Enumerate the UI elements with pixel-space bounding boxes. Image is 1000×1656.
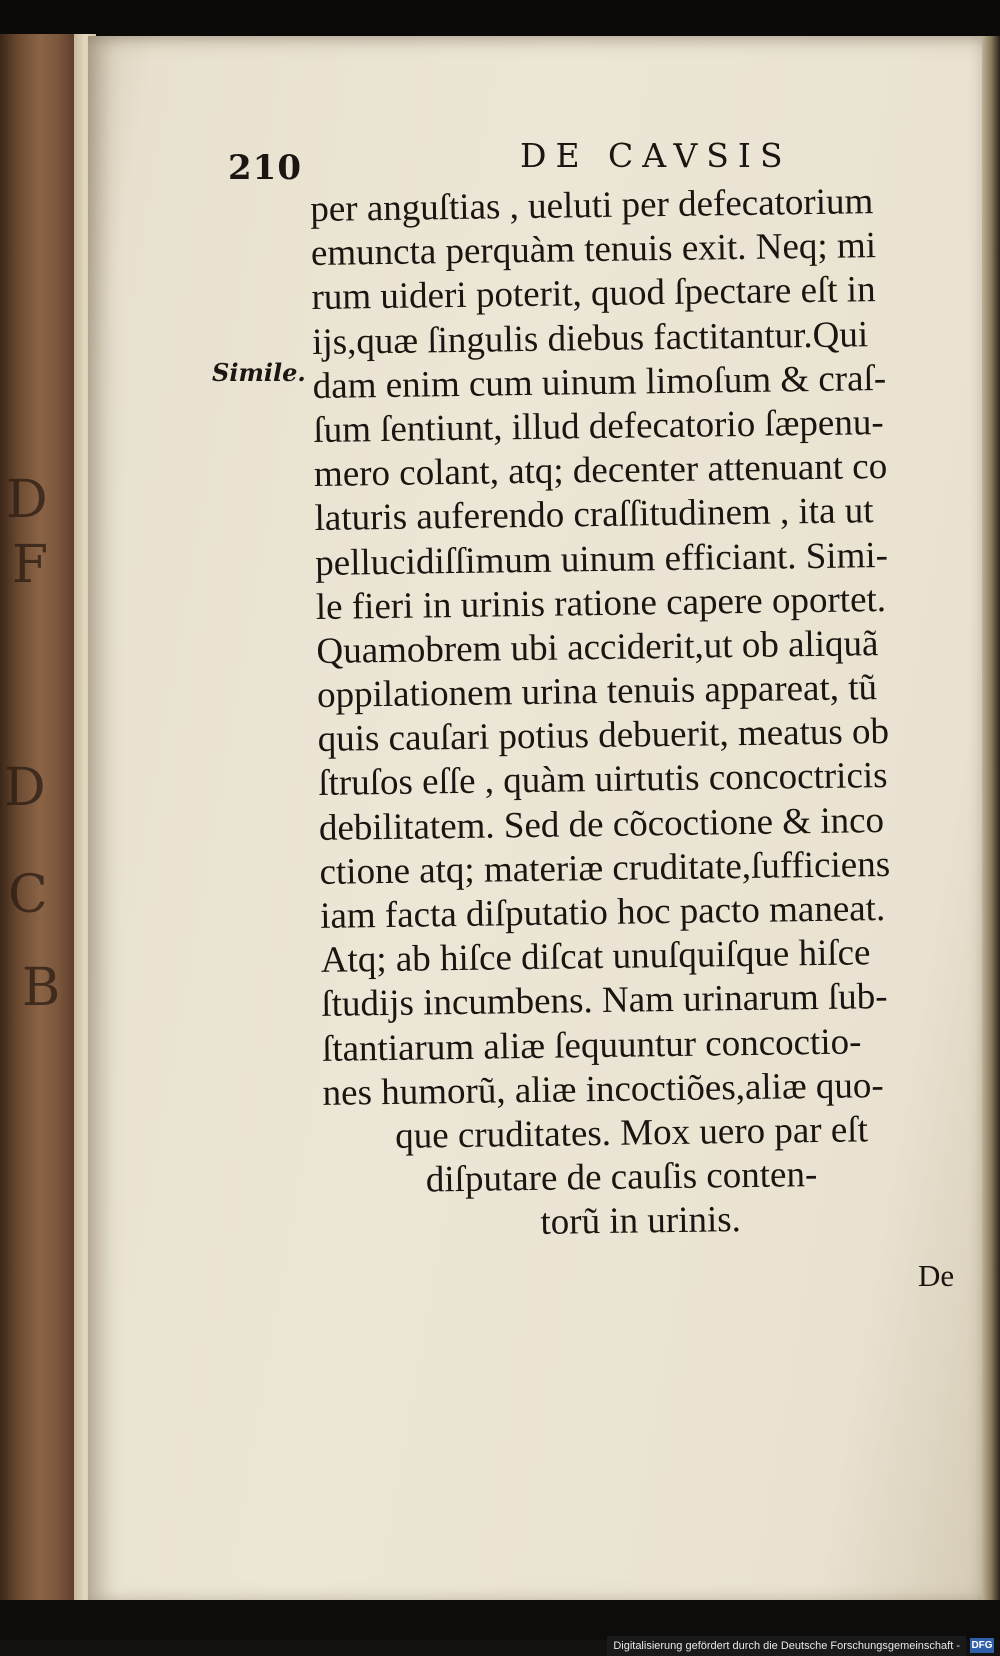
text-line: iam facta diſputatio hoc pacto maneat.	[319, 888, 886, 937]
text-line: ctione atq; materiæ cruditate,ſufficiens	[319, 843, 891, 893]
page-number: 210	[228, 148, 302, 188]
scan-top-margin	[0, 0, 1000, 38]
text-line-centered: diſputare de cauſis conten-	[425, 1154, 818, 1201]
facing-letter: B	[22, 958, 61, 1018]
body-text	[310, 179, 990, 1249]
facing-letter: F	[12, 535, 49, 595]
text-line: laturis auferendo craſſitudinem , ita ut	[314, 490, 874, 540]
digitization-credit: Digitalisierung gefördert durch die Deutsche Forschungsgemeinschaft -	[607, 1636, 966, 1656]
margin-note: Simile.	[212, 358, 306, 387]
text-line: ſtruſos eſſe , quàm uirtutis concoctricis	[318, 755, 888, 805]
text-line: ſtantiarum aliæ ſequuntur concoctio-	[321, 1020, 862, 1070]
text-line: rum uideri poterit, quod ſpectare eſt in	[311, 269, 876, 319]
running-head: DE CAVSIS	[520, 136, 792, 175]
text-line: quis cauſari potius debuerit, meatus ob	[317, 711, 890, 761]
text-line: mero colant, atq; decenter attenuant co	[313, 446, 888, 496]
dfg-logo: DFG	[971, 1640, 993, 1651]
text-line: per anguſtias , ueluti per defecatorium	[310, 181, 874, 230]
text-line: nes humorũ, aliæ incoctiões,aliæ quo-	[322, 1064, 884, 1114]
text-line-centered: que cruditates. Mox uero par eſt	[394, 1109, 869, 1157]
text-line: emuncta perquàm tenuis exit. Neq; mi	[310, 225, 877, 275]
text-line: ſtudijs incumbens. Nam urinarum ſub-	[321, 976, 888, 1026]
catchword: De	[918, 1258, 955, 1293]
text-line: dam enim cum uinum limoſum & craſ-	[312, 357, 887, 407]
page-right-edge	[982, 36, 1000, 1606]
facing-letter: C	[8, 865, 48, 925]
text-line: oppilationem urina tenuis appareat, tũ	[316, 667, 878, 717]
text-line-centered: torũ in urinis.	[540, 1199, 742, 1244]
scan-bottom-margin	[0, 1600, 1000, 1640]
text-line: Atq; ab hiſce diſcat unuſquiſque hiſce	[320, 932, 871, 982]
text-line: ſum ſentiunt, illud defecatorio ſæpenu-	[313, 401, 884, 451]
text-line: Quamobrem ubi acciderit,ut ob aliquã	[316, 622, 879, 672]
text-line: ijs,quæ ſingulis diebus factitantur.Qui	[311, 313, 869, 363]
text-line: debilitatem. Sed de cõcoctione & inco	[318, 799, 885, 849]
facing-letter: D	[6, 470, 48, 530]
facing-letter: D	[4, 758, 46, 818]
text-line: pellucidiſſimum uinum efficiant. Simi-	[314, 534, 889, 584]
text-line: le fieri in urinis ratione capere oportet.	[315, 578, 887, 628]
